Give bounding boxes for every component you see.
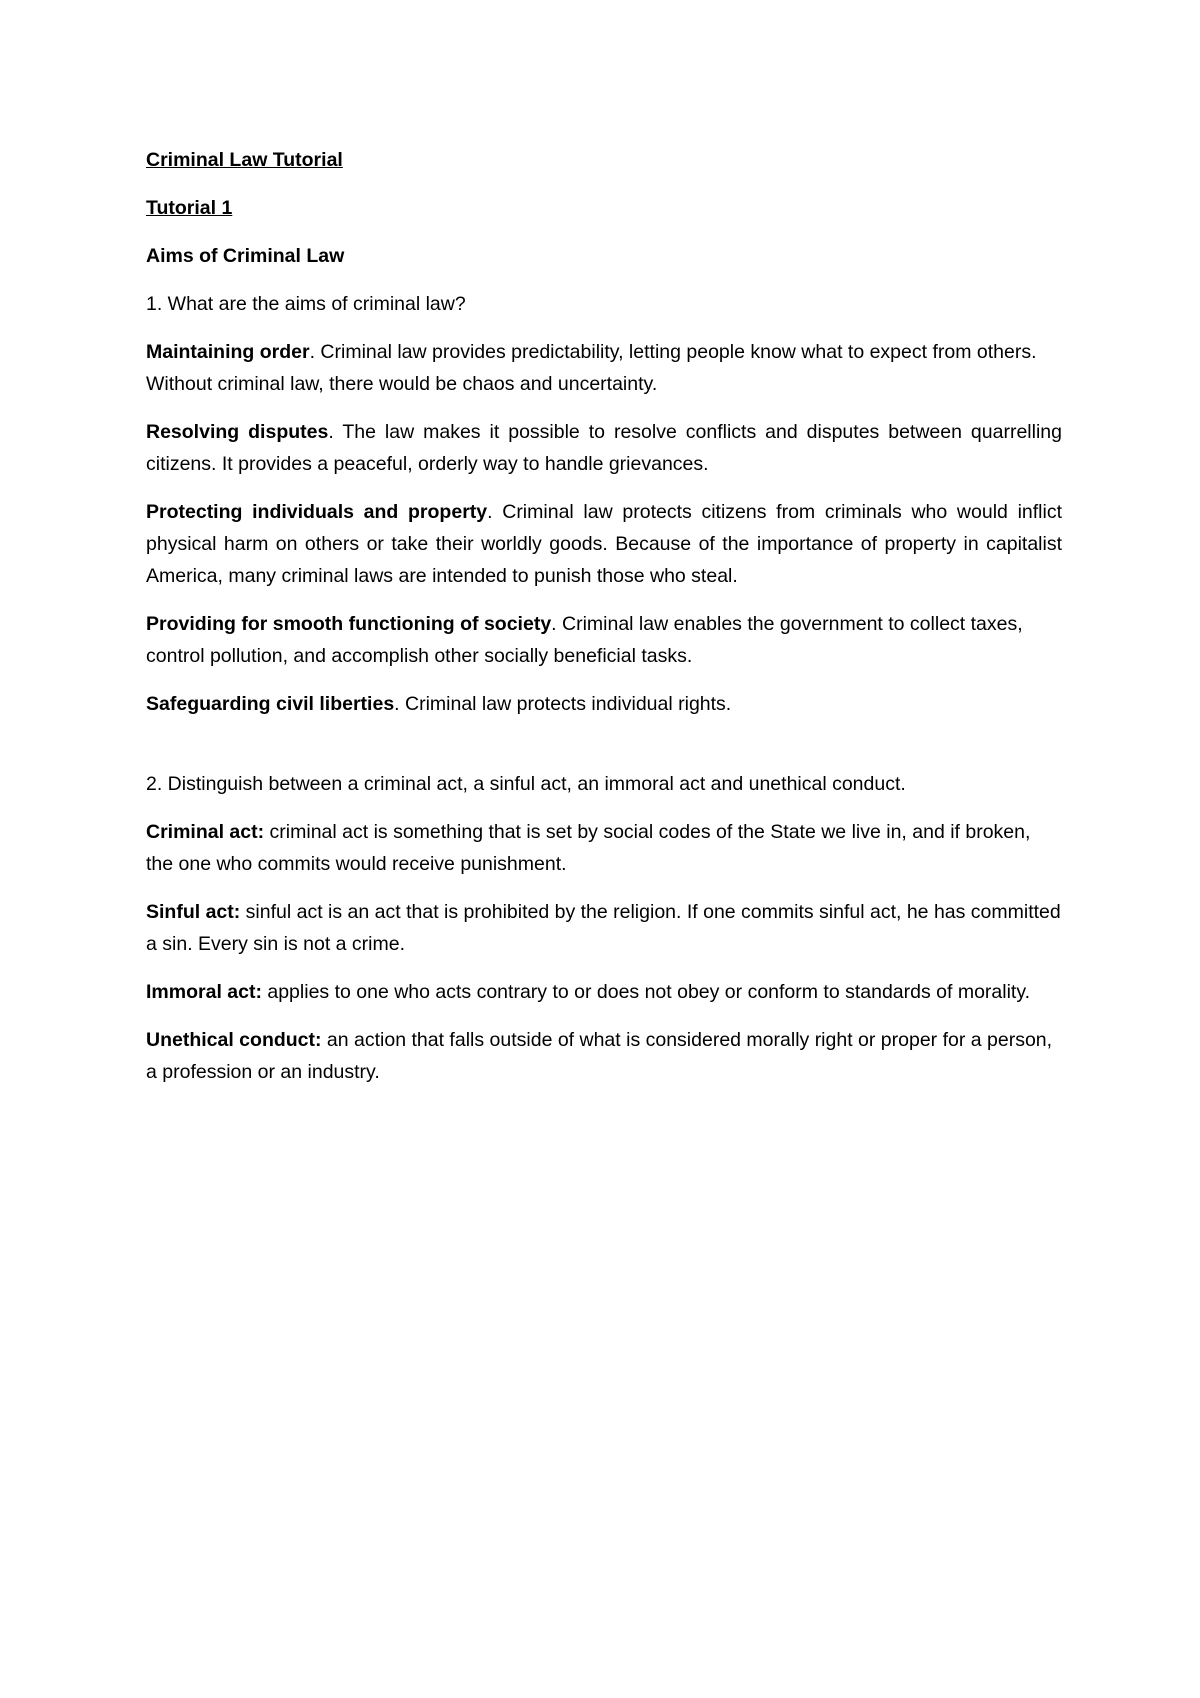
aim-paragraph-resolving-disputes [146, 416, 1062, 480]
section-heading: Aims of Criminal Law [146, 245, 345, 267]
aim-paragraph-protecting-individuals [146, 496, 1062, 592]
aim-text: . The law makes it possible to resolve conflicts and disputes between quarrelling citizens. It provides a peaceful, orderly way to handle grievances. [146, 421, 1062, 475]
definition-term: Unethical conduct: [146, 1029, 322, 1051]
definition-term: Sinful act: [146, 901, 241, 923]
definition-immoral-act [146, 976, 1062, 1008]
aim-term: Resolving disputes [146, 421, 329, 443]
definition-unethical-conduct [146, 1024, 1062, 1088]
aim-term: Providing for smooth functioning of society [146, 613, 552, 635]
aim-term: Maintaining order [146, 341, 310, 363]
definition-term: Criminal act: [146, 821, 265, 843]
definition-criminal-act [146, 816, 1062, 880]
aim-term: Safeguarding civil liberties [146, 693, 395, 715]
aim-text: . Criminal law provides predictability, letting people know what to expect from others. Without criminal law, there would be chaos and uncertainty. [146, 341, 1037, 395]
section-spacer [146, 736, 1062, 768]
aim-paragraph-civil-liberties [146, 688, 1062, 720]
question-1: 1. What are the aims of criminal law? [146, 293, 466, 315]
tutorial-subtitle: Tutorial 1 [146, 197, 233, 219]
definition-text: sinful act is an act that is prohibited by the religion. If one commits sinful act, he has committed a sin. Every sin is not a crime. [146, 901, 1061, 955]
definition-text: criminal act is something that is set by social codes of the State we live in, and if broken, the one who commits would receive punishment. [146, 821, 1031, 875]
question-2: 2. Distinguish between a criminal act, a sinful act, an immoral act and unethical conduct. [146, 773, 906, 795]
aim-term: Protecting individuals and property [146, 501, 488, 523]
definition-term: Immoral act: [146, 981, 262, 1003]
aim-paragraph-smooth-functioning [146, 608, 1062, 672]
definition-sinful-act [146, 896, 1062, 960]
document-title: Criminal Law Tutorial [146, 149, 343, 171]
aim-text: . Criminal law protects individual rights. [394, 693, 732, 715]
definition-text: applies to one who acts contrary to or does not obey or conform to standards of morality. [261, 981, 1031, 1003]
aim-paragraph-maintaining-order [146, 336, 1062, 400]
aim-text: . Criminal law enables the government to collect taxes, control pollution, and accomplish other socially beneficial tasks. [146, 613, 1023, 667]
definition-text: an action that falls outside of what is considered morally right or proper for a person, a profession or an industry. [146, 1029, 1053, 1083]
aim-text: . Criminal law protects citizens from criminals who would inflict physical harm on others or take their worldly goods. Because of the importance of property in capitalist America, many criminal laws are intended to punish those who steal. [146, 501, 1062, 587]
document-body [146, 144, 1062, 1104]
